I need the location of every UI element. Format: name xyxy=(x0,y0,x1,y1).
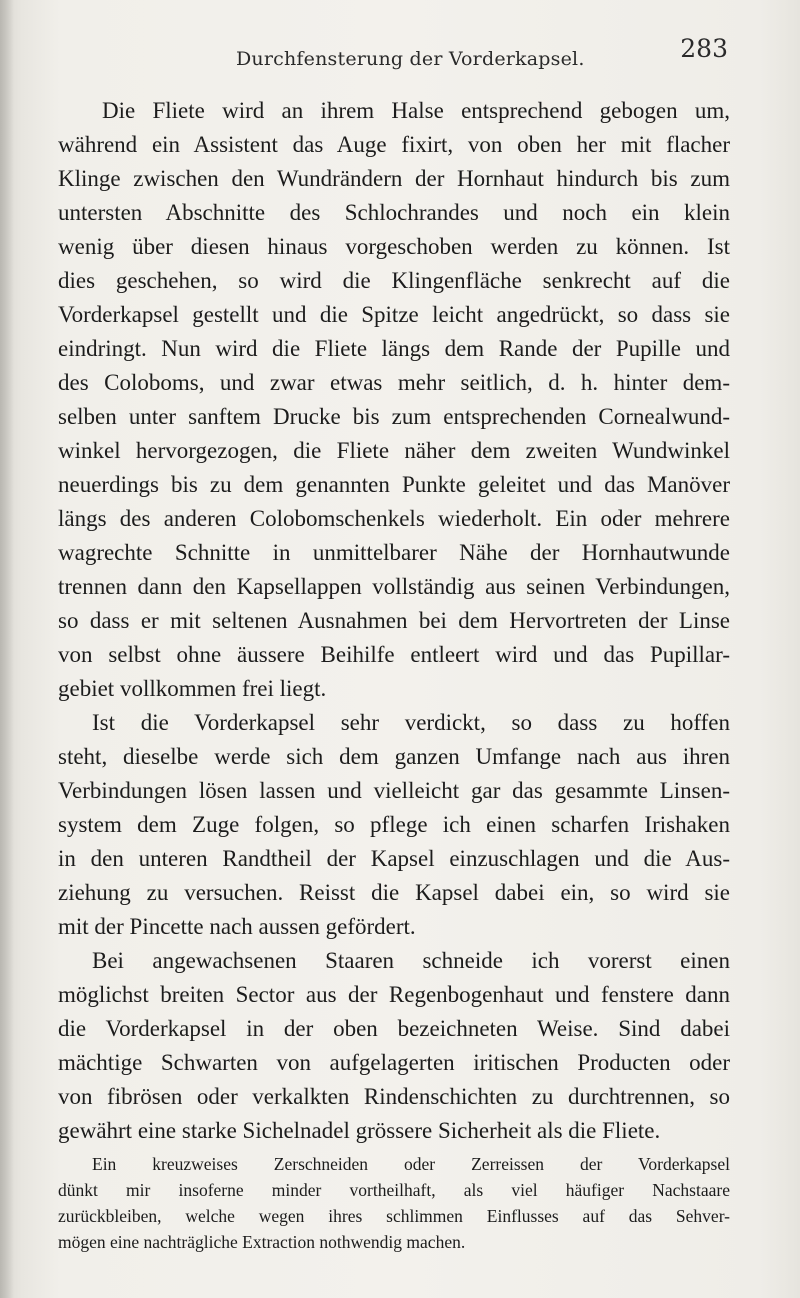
text-line: Verbindungen lösen lassen und vielleicht gar das gesammte Linsen- xyxy=(58,778,730,803)
text-line: mächtige Schwarten von aufgelagerten iritischen Producten oder xyxy=(58,1050,730,1075)
text-line: von selbst ohne äussere Beihilfe entleert wird und das Pupillar- xyxy=(58,642,730,667)
page-header xyxy=(96,34,728,82)
text-line: system dem Zuge folgen, so pflege ich einen scharfen Irishaken xyxy=(58,812,730,837)
text-line: von fibrösen oder verkalkten Rindenschichten zu durchtrennen, so xyxy=(58,1084,730,1109)
text-line: mit der Pincette nach aussen gefördert. xyxy=(58,914,416,939)
text-line: eindringt. Nun wird die Fliete längs dem Rande der Pupille und xyxy=(58,336,730,361)
text-line: gewährt eine starke Sichelnadel grössere Sicherheit als die Fliete. xyxy=(58,1118,661,1143)
footnote-line: dünkt mir insoferne minder vortheilhaft, als viel häufiger Nachstaare xyxy=(58,1180,730,1200)
text-line: gebiet vollkommen frei liegt. xyxy=(58,676,327,701)
gutter-shadow xyxy=(0,0,14,1298)
footnote-line: Ein kreuzweises Zerschneiden oder Zerreissen der Vorderkapsel xyxy=(92,1154,730,1174)
text-line: möglichst breiten Sector aus der Regenbogenhaut und fenstere dann xyxy=(58,982,730,1007)
text-line: wagrechte Schnitte in unmittelbarer Nähe der Hornhautwunde xyxy=(58,540,730,565)
text-line: selben unter sanftem Drucke bis zum entsprechenden Cornealwund- xyxy=(58,404,730,429)
text-line: wenig über diesen hinaus vorgeschoben werden zu können. Ist xyxy=(58,234,730,259)
text-line: die Vorderkapsel in der oben bezeichneten Weise. Sind dabei xyxy=(58,1016,730,1041)
running-head: Durchfensterung der Vorderkapsel. xyxy=(236,48,585,70)
footnote-line: zurückbleiben, welche wegen ihres schlimmen Einflusses auf das Sehver- xyxy=(58,1206,730,1226)
text-line: Klinge zwischen den Wundrändern der Hornhaut hindurch bis zum xyxy=(58,166,730,191)
text-line: Ist die Vorderkapsel sehr verdickt, so dass zu hoffen xyxy=(92,710,730,735)
text-line: Vorderkapsel gestellt und die Spitze leicht angedrückt, so dass sie xyxy=(58,302,730,327)
page-number: 283 xyxy=(680,34,728,63)
text-line: untersten Abschnitte des Schlochrandes und noch ein klein xyxy=(58,200,730,225)
text-line: Die Fliete wird an ihrem Halse entsprechend gebogen um, xyxy=(102,98,730,123)
text-line: neuerdings bis zu dem genannten Punkte geleitet und das Manöver xyxy=(58,472,730,497)
text-line: während ein Assistent das Auge fixirt, von oben her mit flacher xyxy=(58,132,730,157)
text-line: in den unteren Randtheil der Kapsel einzuschlagen und die Aus- xyxy=(58,846,730,871)
text-line: so dass er mit seltenen Ausnahmen bei dem Hervortreten der Linse xyxy=(58,608,730,633)
text-line: ziehung zu versuchen. Reisst die Kapsel dabei ein, so wird sie xyxy=(58,880,730,905)
text-line: winkel hervorgezogen, die Fliete näher dem zweiten Wundwinkel xyxy=(58,438,730,463)
text-line: Bei angewachsenen Staaren schneide ich vorerst einen xyxy=(92,948,730,973)
text-line: trennen dann den Kapsellappen vollständig aus seinen Verbindungen, xyxy=(58,574,730,599)
text-line: dies geschehen, so wird die Klingenfläche senkrecht auf die xyxy=(58,268,730,293)
text-line: des Coloboms, und zwar etwas mehr seitlich, d. h. hinter dem- xyxy=(58,370,730,395)
footnote-line: mögen eine nachträgliche Extraction nothwendig machen. xyxy=(58,1232,466,1252)
text-line: steht, dieselbe werde sich dem ganzen Umfange nach aus ihren xyxy=(58,744,730,769)
text-line: längs des anderen Colobomschenkels wiederholt. Ein oder mehrere xyxy=(58,506,730,531)
